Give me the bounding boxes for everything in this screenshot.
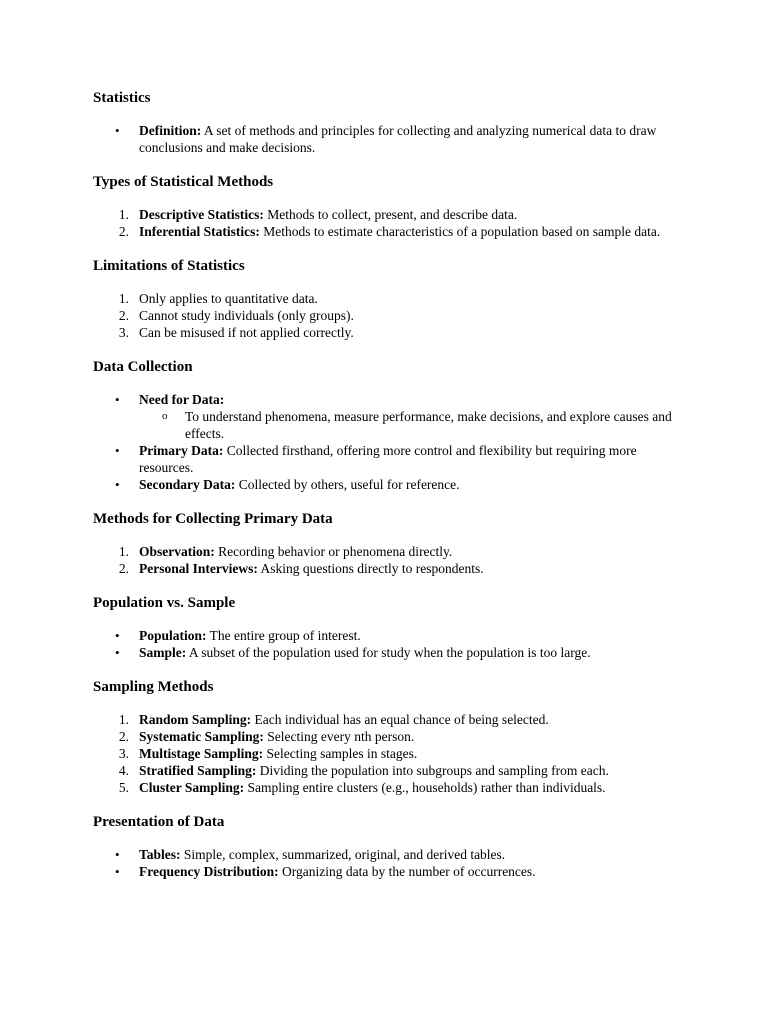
list-number: 1. [118,712,129,727]
section [93,677,683,796]
list-number: 1. [118,544,129,559]
item-text: Organizing data by the number of occurrences. [278,864,536,879]
numbered-list [93,543,683,577]
bullet-icon: • [115,123,120,138]
list-item [93,846,683,863]
section-heading: Data Collection [93,359,193,375]
list-item [93,442,683,476]
item-text: Methods to estimate characteristics of a population based on sample data. [259,224,661,239]
list-item [93,391,683,442]
term-label: Inferential Statistics: [139,224,260,239]
document-content [93,88,683,896]
section-heading: Presentation of Data [93,814,225,830]
section-heading: Limitations of Statistics [93,258,245,274]
section-heading: Statistics [93,90,151,106]
list-item [93,644,683,661]
item-text: Only applies to quantitative data. [139,291,318,306]
list-item [93,863,683,880]
term-label: Primary Data: [139,443,224,458]
term-label: Observation: [139,544,215,559]
list-number: 2. [118,729,129,744]
item-text: Sampling entire clusters (e.g., households) rather than individuals. [244,780,606,795]
list-item [93,728,683,745]
term-label: Multistage Sampling: [139,746,264,761]
sub-list-item [93,408,683,442]
term-label: Cluster Sampling: [139,780,245,795]
section [93,88,683,156]
item-text: Can be misused if not applied correctly. [139,325,354,340]
item-text: A subset of the population used for study when the population is too large. [186,645,591,660]
list-item [93,627,683,644]
section [93,357,683,493]
list-item [93,324,683,341]
list-item [93,290,683,307]
term-label: Random Sampling: [139,712,252,727]
item-text: Methods to collect, present, and describe data. [263,207,518,222]
circle-bullet-icon: o [162,410,168,422]
section-heading: Population vs. Sample [93,595,236,611]
term-label: Secondary Data: [139,477,236,492]
list-number: 5. [118,780,129,795]
numbered-list [93,290,683,341]
list-number: 3. [118,746,129,761]
item-text: A set of methods and principles for collecting and analyzing numerical data to draw conclusions and make decisions. [139,123,657,155]
list-item [93,779,683,796]
list-item [93,223,683,240]
section-heading: Sampling Methods [93,679,214,695]
section [93,812,683,880]
bullet-icon: • [115,392,120,407]
term-label: Sample: [139,645,187,660]
item-text: Collected by others, useful for reference. [235,477,460,492]
bulleted-list [93,846,683,880]
sub-item-text: To understand phenomena, measure performance, make decisions, and explore causes and effects. [185,409,672,441]
item-text: Cannot study individuals (only groups). [139,308,354,323]
term-label: Tables: [139,847,181,862]
list-item [93,307,683,324]
section [93,256,683,341]
list-number: 1. [118,291,129,306]
term-label: Frequency Distribution: [139,864,279,879]
bullet-icon: • [115,443,120,458]
list-item [93,560,683,577]
section [93,509,683,577]
list-number: 2. [118,308,129,323]
item-text: Selecting every nth person. [263,729,415,744]
item-text: Collected firsthand, offering more control and flexibility but requiring more resources. [139,443,637,475]
item-text: The entire group of interest. [206,628,361,643]
list-item [93,543,683,560]
numbered-list [93,206,683,240]
term-label: Population: [139,628,207,643]
item-text: Selecting samples in stages. [263,746,418,761]
term-label: Definition: [139,123,202,138]
term-label: Personal Interviews: [139,561,258,576]
sub-list [139,408,683,442]
list-number: 3. [118,325,129,340]
list-number: 2. [118,224,129,239]
list-item [93,122,683,156]
numbered-list [93,711,683,796]
list-item [93,762,683,779]
list-item [93,206,683,223]
bullet-icon: • [115,628,120,643]
list-number: 4. [118,763,129,778]
section-heading: Types of Statistical Methods [93,174,274,190]
term-label: Descriptive Statistics: [139,207,264,222]
list-item [93,476,683,493]
item-text: Asking questions directly to respondents. [257,561,484,576]
term-label: Need for Data: [139,392,225,407]
bullet-icon: • [115,645,120,660]
item-text: Dividing the population into subgroups and sampling from each. [256,763,609,778]
list-item [93,745,683,762]
bullet-icon: • [115,864,120,879]
bulleted-list [93,122,683,156]
list-number: 1. [118,207,129,222]
section [93,172,683,240]
item-text: Each individual has an equal chance of being selected. [251,712,549,727]
bullet-icon: • [115,477,120,492]
term-label: Systematic Sampling: [139,729,264,744]
bullet-icon: • [115,847,120,862]
list-number: 2. [118,561,129,576]
term-label: Stratified Sampling: [139,763,257,778]
item-text: Recording behavior or phenomena directly. [214,544,453,559]
bulleted-list [93,627,683,661]
list-item [93,711,683,728]
section-heading: Methods for Collecting Primary Data [93,511,333,527]
item-text: Simple, complex, summarized, original, and derived tables. [180,847,506,862]
bulleted-list [93,391,683,493]
section [93,593,683,661]
